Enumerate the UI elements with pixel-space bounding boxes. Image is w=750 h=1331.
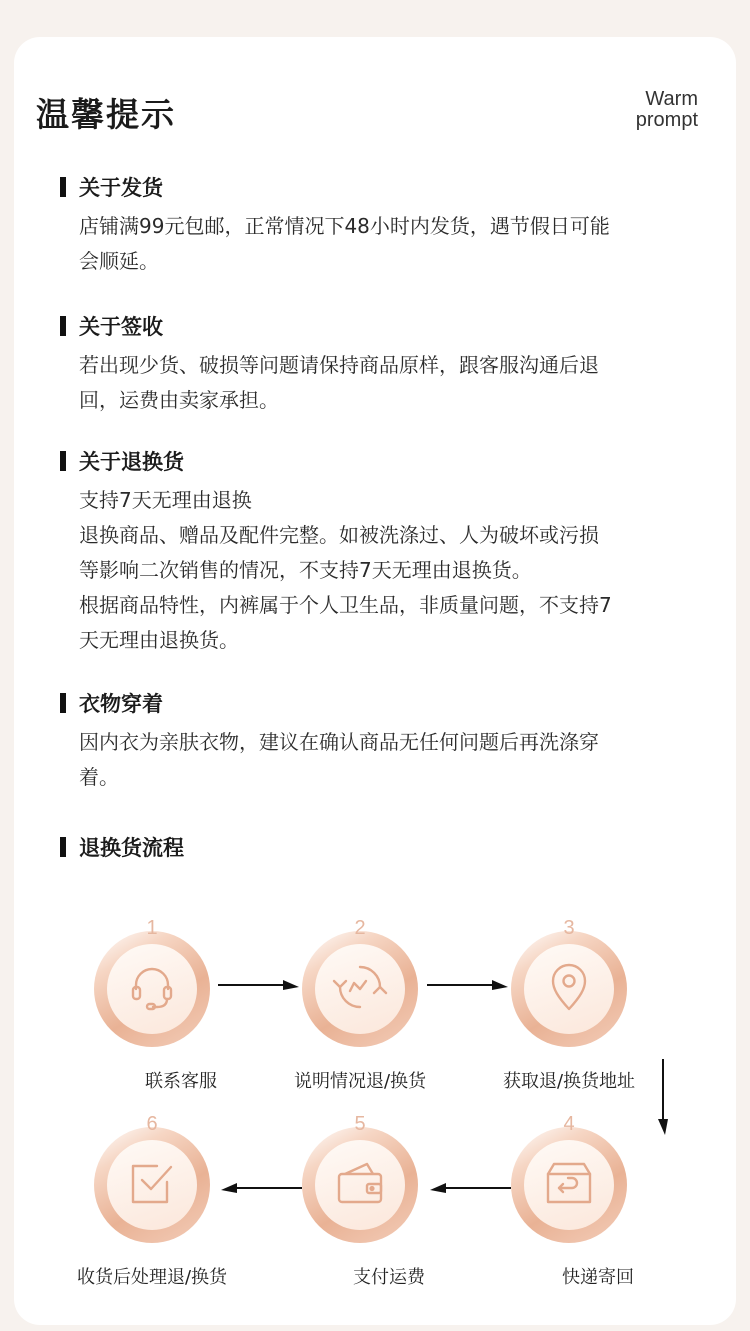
section-text: 回，运费由卖家承担。 [79,388,279,412]
step-label: 获取退/换货地址 [502,1071,636,1092]
flow-step-4 [504,1113,634,1289]
heading-bar [60,177,66,197]
wallet-icon [333,1158,387,1212]
section-text: 天无理由退换货。 [79,628,239,652]
step-label: 快递寄回 [562,1267,634,1288]
section-wearing [60,689,700,795]
page-title: 温馨提示 [36,95,176,134]
english-subtitle-line1: Warm [645,88,698,110]
section-text: 着。 [79,765,119,789]
step-number: 1 [146,917,158,939]
step-label: 说明情况退/换货 [293,1071,427,1092]
section-text: 等影响二次销售的情况，不支持7天无理由退换货。 [79,558,532,582]
step-number: 4 [563,1113,575,1135]
checkbox-icon [127,1158,177,1212]
step-number: 2 [354,917,366,939]
step-number: 5 [354,1113,366,1135]
section-shipping [60,173,700,279]
flow-step-3 [504,917,634,1093]
arrow-left-icon [428,1182,512,1196]
section-heading: 关于签收 [79,315,163,339]
section-text: 若出现少货、破损等问题请保持商品原样，跟客服沟通后退 [79,353,599,377]
section-text: 根据商品特性，内裤属于个人卫生品，非质量问题，不支持7 [79,593,612,617]
section-text: 店铺满99元包邮，正常情况下48小时内发货，遇节假日可能 [79,214,610,238]
step-label: 联系客服 [145,1071,217,1092]
step-label: 收货后处理退/换货 [76,1267,228,1288]
step-number: 6 [146,1113,158,1135]
flow-step-6 [76,1113,228,1289]
arrow-down-icon [657,1059,671,1137]
heading-bar [60,451,66,471]
section-text: 支持7天无理由退换 [79,488,252,512]
flow-step-5 [295,1113,425,1289]
arrow-left-icon [219,1182,303,1196]
section-receipt [60,312,700,418]
english-subtitle-line2: prompt [635,109,698,131]
section-heading: 衣物穿着 [79,692,163,716]
section-text: 退换商品、赠品及配件完整。如被洗涤过、人为破坏或污损 [79,523,599,547]
step-label: 支付运费 [353,1267,425,1288]
return-box-icon [542,1158,596,1212]
location-pin-icon [544,961,594,1017]
section-text: 因内衣为亲肤衣物，建议在确认商品无任何问题后再洗涤穿 [79,730,599,754]
english-subtitle [636,89,698,131]
section-returns [60,447,700,658]
refresh-icon [328,961,392,1017]
flow-step-2 [295,917,425,1093]
heading-bar [60,316,66,336]
heading-bar [60,837,66,857]
section-heading: 关于退换货 [79,450,184,474]
section-return-flow [60,833,700,861]
step-number: 3 [563,917,575,939]
section-heading: 退换货流程 [79,836,184,860]
headset-icon [126,961,178,1017]
heading-bar [60,693,66,713]
section-heading: 关于发货 [79,176,163,200]
arrow-right-icon [426,979,510,993]
section-text: 会顺延。 [79,249,159,273]
flow-step-1 [87,917,217,1093]
arrow-right-icon [217,979,301,993]
tips-card [14,37,736,1325]
